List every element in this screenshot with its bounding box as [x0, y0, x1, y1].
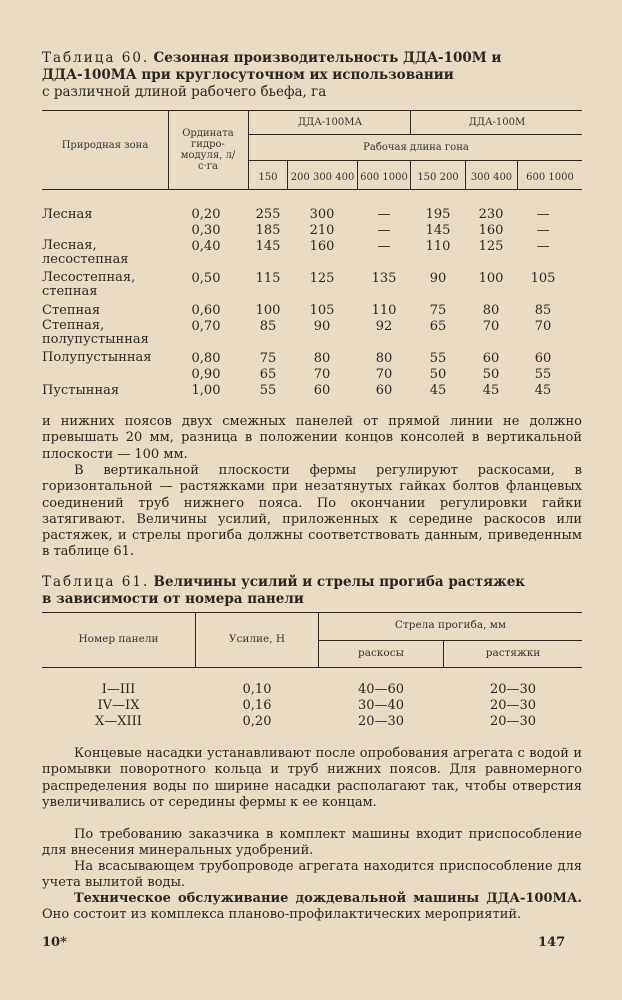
table61-force-header: Усилие, Н	[228, 633, 286, 645]
table60-value-cell: 70	[313, 367, 331, 382]
table60-zone-cell: Степная, полупустынная	[42, 318, 149, 347]
table61-braces-cell: 40—60	[357, 682, 405, 697]
table60-value-cell: 45	[482, 383, 500, 398]
table60-value-cell: 115	[255, 271, 281, 286]
table60-zone-cell: Степная	[42, 303, 101, 318]
table60-value-cell: 110	[371, 303, 397, 318]
table61-subtitle: в зависимости от номера панели	[42, 591, 304, 607]
paragraph-2: В вертикальной плоскости фермы регулируют раскосами, в горизонтальной — растяжками при незатянутых гайках болтов фланцевых соединений труб нижнего пояса. По окончании регулировки гайки затягивают. Величины усилий, приложенных к середине раскосов или растяжек, и стрелы прогиба должны соответствовать данным, приведенным в таблице 61.	[42, 463, 582, 560]
paragraph-4: По требованию заказчика в комплект машины входит приспособление для внесения минеральных удобрений.	[42, 827, 582, 859]
table60-value-cell: 75	[259, 351, 277, 366]
table60-value-cell: 105	[530, 271, 556, 286]
table60-value-cell: 110	[425, 239, 451, 254]
table60-sub-rule	[248, 160, 582, 161]
table60-value-cell: 55	[534, 367, 552, 382]
table60-ordinate-cell: 1,00	[191, 383, 221, 398]
table61-top-rule	[42, 612, 582, 613]
table60-length-col: 150	[258, 172, 278, 183]
paragraph-6-heading: Техническое обслуживание дождевальной машины ДДА-100МА.	[74, 891, 582, 906]
table61-ties-header: растяжки	[485, 647, 541, 659]
table60-ordinate-header: Ордината гидро-модуля, л/с·га	[180, 128, 236, 172]
table60-value-cell: 45	[429, 383, 447, 398]
table60-group-rule	[248, 134, 582, 135]
table61-caption	[42, 574, 582, 608]
table60-value-cell: 60	[375, 383, 393, 398]
table60-length-col: 300 400	[470, 172, 513, 183]
table60-value-cell: 125	[478, 239, 504, 254]
table60-zone-cell: Лесная	[42, 207, 93, 222]
table60-ordinate-cell: 0,20	[191, 207, 221, 222]
table60-zone-cell: Полупустынная	[42, 350, 152, 365]
table61-header-rule	[42, 667, 582, 668]
table60-value-cell: 50	[482, 367, 500, 382]
table60-value-cell: —	[377, 207, 391, 222]
paragraph-1: и нижних поясов двух смежных панелей от прямой линии не должно превышать 20 мм, разница в положении концов консолей в вертикальной плоскости — 100 мм.	[42, 414, 582, 462]
table60-value-cell: 75	[429, 303, 447, 318]
table60-col-divider	[168, 110, 169, 189]
table60-ordinate-cell: 0,60	[191, 303, 221, 318]
table60-value-cell: 60	[482, 351, 500, 366]
table60-value-cell: 92	[375, 319, 393, 334]
table60-value-cell: 195	[425, 207, 451, 222]
table60-value-cell: 135	[371, 271, 397, 286]
table61-sub-rule	[318, 640, 582, 641]
table61-title: Величины усилий и стрелы прогиба растяжек	[153, 574, 526, 590]
table61-sag-header: Стрела прогиба, мм	[394, 619, 507, 631]
table60-value-cell: 50	[429, 367, 447, 382]
table60-length-header: Рабочая длина гона	[363, 142, 469, 153]
table60-length-col: 600 1000	[526, 172, 574, 183]
table60-value-cell: 90	[429, 271, 447, 286]
table60-value-cell: 210	[309, 223, 335, 238]
table61-panel-header: Номер панели	[78, 633, 159, 645]
table61-force-cell: 0,20	[242, 714, 272, 729]
table60-ddam-header: ДДА-100М	[468, 117, 526, 128]
table61-label: Таблица 61.	[42, 574, 150, 590]
table60-ordinate-cell: 0,40	[191, 239, 221, 254]
table60-title: Сезонная производительность ДДА-100М и ДДА-100МА при круглосуточном их использовании	[42, 50, 502, 83]
paragraph-6-text: Оно состоит из комплекса планово-профилактических мероприятий.	[42, 907, 522, 923]
table60-zone-cell: Пустынная	[42, 383, 120, 398]
table60-value-cell: 60	[534, 351, 552, 366]
table61-braces-cell: 20—30	[357, 714, 405, 729]
table60-value-cell: 100	[255, 303, 281, 318]
table60-value-cell: 80	[313, 351, 331, 366]
table61-ties-cell: 20—30	[489, 698, 537, 713]
table61-braces-cell: 30—40	[357, 698, 405, 713]
table60-value-cell: 70	[482, 319, 500, 334]
table60-value-cell: 145	[425, 223, 451, 238]
table60-value-cell: 45	[534, 383, 552, 398]
table60-value-cell: 105	[309, 303, 335, 318]
table60-top-rule	[42, 110, 582, 111]
page-number: 147	[538, 935, 566, 950]
table60-col-divider	[410, 110, 411, 134]
table60-ordinate-cell: 0,80	[191, 351, 221, 366]
table60-value-cell: 230	[478, 207, 504, 222]
table60-value-cell: —	[377, 223, 391, 238]
table60-header-rule	[42, 189, 582, 190]
paragraph-5: На всасывающем трубопроводе агрегата находится приспособление для учета вылитой воды.	[42, 859, 582, 891]
table60-value-cell: 80	[482, 303, 500, 318]
table60-label: Таблица 60.	[42, 50, 150, 66]
table60-value-cell: 255	[255, 207, 281, 222]
signature-mark: 10*	[42, 935, 67, 950]
table61-panel-cell: IV—IX	[97, 698, 140, 713]
table60-value-cell: 55	[429, 351, 447, 366]
table60-value-cell: 65	[429, 319, 447, 334]
table60-subtitle: с различной длиной рабочего бьефа, га	[42, 84, 327, 100]
table60-value-cell: 55	[259, 383, 277, 398]
table60-value-cell: 80	[375, 351, 393, 366]
table60-value-cell: —	[377, 239, 391, 254]
table60-value-cell: 185	[255, 223, 281, 238]
table60-value-cell: 85	[259, 319, 277, 334]
table60-ordinate-cell: 0,70	[191, 319, 221, 334]
table60-caption	[42, 50, 582, 101]
table60-value-cell: 125	[309, 271, 335, 286]
table60-value-cell: 85	[534, 303, 552, 318]
table60-value-cell: 160	[309, 239, 335, 254]
table61-braces-header: раскосы	[358, 647, 404, 659]
table60-value-cell: 90	[313, 319, 331, 334]
table60-value-cell: 70	[375, 367, 393, 382]
table60-value-cell: 65	[259, 367, 277, 382]
table60-zone-cell: Лесостепная, степная	[42, 270, 136, 299]
table60-value-cell: 60	[313, 383, 331, 398]
table60-value-cell: —	[536, 223, 550, 238]
table60-length-col: 200 300 400	[290, 172, 355, 183]
table60-ordinate-cell: 0,90	[191, 367, 221, 382]
table60-value-cell: 145	[255, 239, 281, 254]
table60-value-cell: 300	[309, 207, 335, 222]
table61-force-cell: 0,10	[242, 682, 272, 697]
table60-length-col: 600 1000	[360, 172, 408, 183]
table60-ordinate-cell: 0,50	[191, 271, 221, 286]
table61-ties-cell: 20—30	[489, 682, 537, 697]
table60-value-cell: 70	[534, 319, 552, 334]
table60-length-col: 150 200	[417, 172, 459, 183]
table61-force-cell: 0,16	[242, 698, 272, 713]
paragraph-6	[42, 891, 582, 924]
table60-value-cell: 160	[478, 223, 504, 238]
table60-value-cell: 100	[478, 271, 504, 286]
table61-ties-cell: 20—30	[489, 714, 537, 729]
table60-zone-header: Природная зона	[61, 140, 149, 151]
table60-zone-cell: Лесная, лесостепная	[42, 238, 129, 267]
table60-ddama-header: ДДА-100МА	[297, 117, 363, 128]
table60-value-cell: —	[536, 239, 550, 254]
table61-panel-cell: X—XIII	[95, 714, 142, 729]
paragraph-3: Концевые насадки устанавливают после опробования агрегата с водой и промывки поворотного кольца и труб нижних поясов. Для равномерного распределения воды по ширине насадки располагают так, чтобы отверстия увеличивались от середины фермы к ее концам.	[42, 746, 582, 810]
table61-panel-cell: I—III	[101, 682, 136, 697]
table60-ordinate-cell: 0,30	[191, 223, 221, 238]
table60-value-cell: —	[536, 207, 550, 222]
